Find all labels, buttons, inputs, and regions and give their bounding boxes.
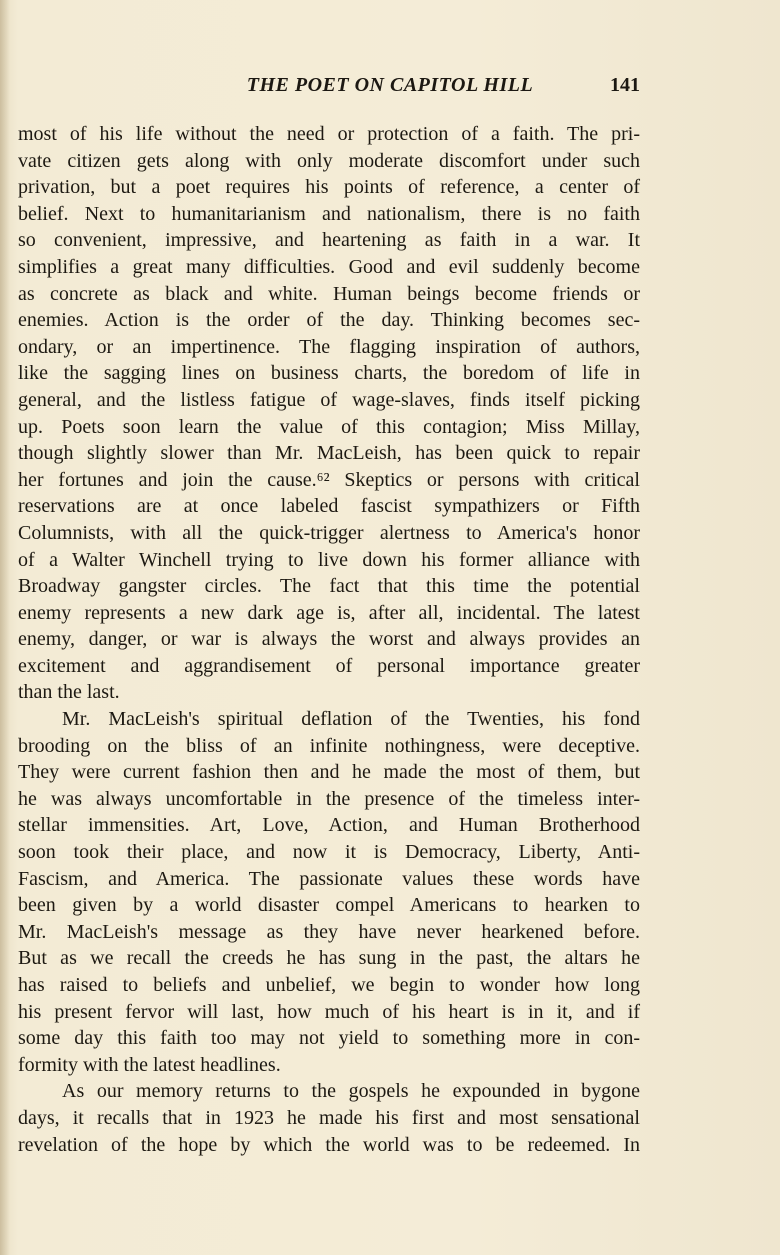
text-line: of a Walter Winchell trying to live down his former alliance with [18,548,640,571]
text-line: enemy, danger, or war is always the worst and always provides an [18,628,640,651]
text-line: some day this faith too may not yield to something more in con- [18,1027,640,1050]
text-line: excitement and aggrandisement of personal importance greater [18,654,640,677]
text-line: brooding on the bliss of an infinite nothingness, were deceptive. [18,734,640,757]
text-line: vate citizen gets along with only moderate discomfort under such [18,149,640,172]
text-line: revelation of the hope by which the world was to be redeemed. In [18,1133,640,1156]
text-line: Fascism, and America. The passionate values these words have [18,867,640,890]
text-line: enemies. Action is the order of the day. Thinking becomes sec- [18,309,640,332]
text-line: They were current fashion then and he made the most of them, but [18,761,640,784]
text-line: been given by a world disaster compel Americans to hearken to [18,894,640,917]
page-header [0,74,780,106]
paragraph [18,121,640,706]
text-line: her fortunes and join the cause.⁶² Skeptics or persons with critical [18,468,640,491]
running-title: THE POET ON CAPITOL HILL [246,74,534,96]
text-line: general, and the listless fatigue of wage-slaves, finds itself picking [18,388,640,411]
text-line: ondary, or an impertinence. The flagging inspiration of authors, [18,335,640,358]
text-line: like the sagging lines on business charts, the boredom of life in [18,362,640,385]
text-line: privation, but a poet requires his points of reference, a center of [18,176,640,199]
text-line: But as we recall the creeds he has sung in the past, the altars he [18,947,640,970]
text-line: enemy represents a new dark age is, after all, incidental. The latest [18,601,640,624]
paragraph [18,1078,640,1158]
text-line: soon took their place, and now it is Democracy, Liberty, Anti- [18,841,640,864]
text-line: has raised to beliefs and unbelief, we begin to wonder how long [18,974,640,996]
text-line: up. Poets soon learn the value of this contagion; Miss Millay, [18,415,640,438]
text-line: As our memory returns to the gospels he expounded in bygone [62,1080,640,1103]
text-line: reservations are at once labeled fascist sympathizers or Fifth [18,495,640,518]
text-line: most of his life without the need or protection of a faith. The pri- [18,123,640,145]
spine-shadow [0,0,10,1255]
text-line: days, it recalls that in 1923 he made his first and most sensational [18,1106,640,1129]
text-line: than the last. [18,681,120,704]
page-number: 141 [610,74,640,96]
text-line: formity with the latest headlines. [18,1053,281,1076]
text-line: stellar immensities. Art, Love, Action, and Human Brotherhood [18,814,640,837]
text-line: Columnists, with all the quick-trigger alertness to America's honor [18,521,640,544]
text-line: though slightly slower than Mr. MacLeish, has been quick to repair [18,442,640,465]
text-line: so convenient, impressive, and heartening as faith in a war. It [18,229,640,252]
text-line: he was always uncomfortable in the presence of the timeless inter- [18,787,640,810]
text-line: Mr. MacLeish's spiritual deflation of the Twenties, his fond [62,708,640,731]
paragraph [18,706,640,1078]
text-line: his present fervor will last, how much of his heart is in it, and if [18,1000,640,1023]
text-line: as concrete as black and white. Human beings become friends or [18,282,640,305]
text-line: belief. Next to humanitarianism and nationalism, there is no faith [18,202,640,225]
text-line: Broadway gangster circles. The fact that this time the potential [18,575,640,598]
body-text [18,121,640,1158]
text-line: Mr. MacLeish's message as they have never hearkened before. [18,920,640,943]
text-line: simplifies a great many difficulties. Good and evil suddenly become [18,255,640,278]
